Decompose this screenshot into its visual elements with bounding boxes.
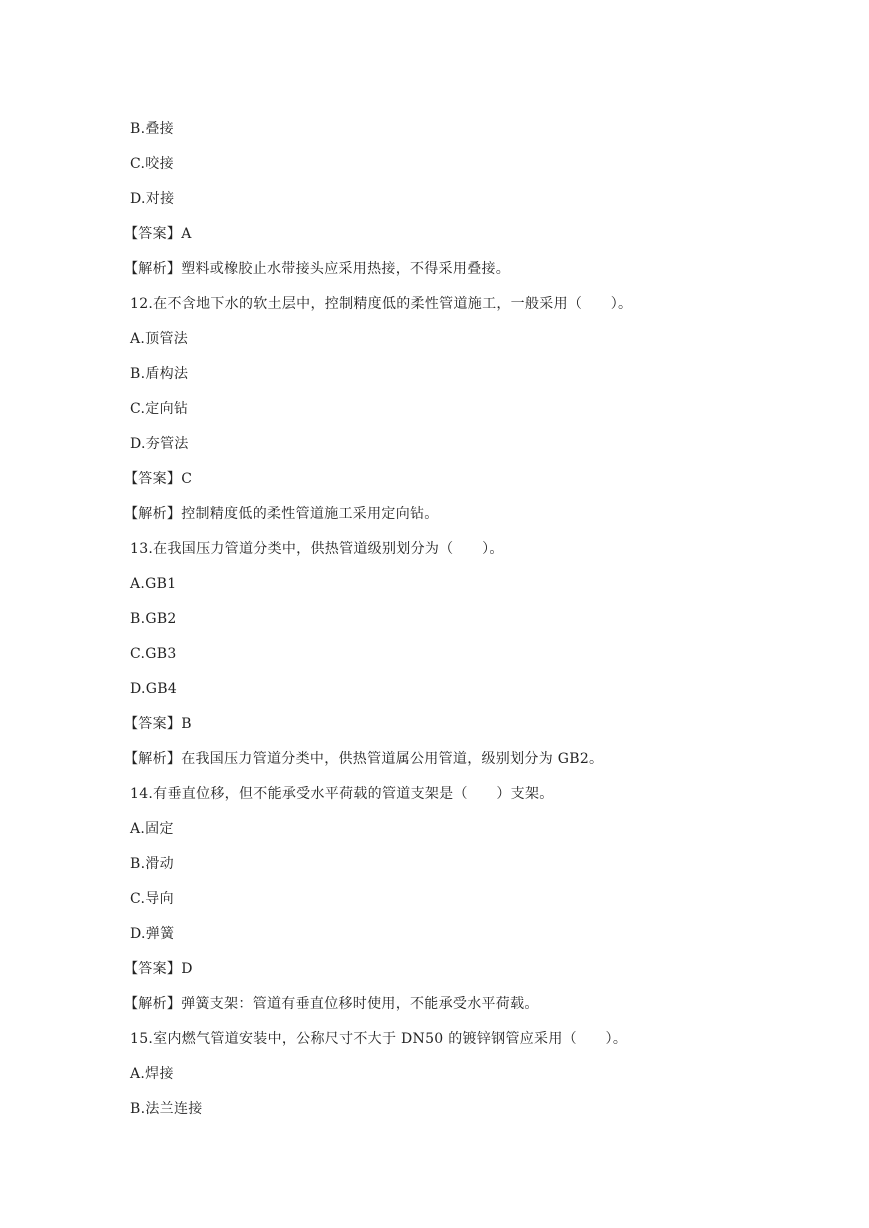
option-a: A.GB1: [130, 576, 177, 592]
answer: 【答案】D: [124, 961, 193, 977]
option-d: D.GB4: [130, 681, 178, 697]
answer: 【答案】C: [124, 471, 193, 487]
explanation: 【解析】塑料或橡胶止水带接头应采用热接，不得采用叠接。: [124, 261, 511, 277]
option-c: C.导向: [130, 891, 174, 907]
option-b: B.盾构法: [130, 366, 189, 382]
question-12: 12.在不含地下水的软土层中，控制精度低的柔性管道施工，一般采用（ ）。: [130, 296, 633, 312]
option-d: D.夯管法: [130, 436, 189, 452]
question-13: 13.在我国压力管道分类中，供热管道级别划分为（ ）。: [130, 541, 504, 557]
option-a: A.固定: [130, 821, 174, 837]
option-a: A.顶管法: [130, 331, 189, 347]
option-b: B.滑动: [130, 856, 174, 872]
answer: 【答案】B: [124, 716, 192, 732]
option-d: D.弹簧: [130, 926, 175, 942]
option-b: B.GB2: [130, 611, 177, 627]
answer: 【答案】A: [124, 226, 192, 242]
option-b: B.叠接: [130, 121, 174, 137]
explanation: 【解析】弹簧支架：管道有垂直位移时使用，不能承受水平荷载。: [124, 996, 539, 1012]
explanation: 【解析】在我国压力管道分类中，供热管道属公用管道，级别划分为 GB2。: [124, 751, 604, 767]
option-d: D.对接: [130, 191, 175, 207]
option-a: A.焊接: [130, 1066, 174, 1082]
option-b: B.法兰连接: [130, 1101, 203, 1117]
question-15: 15.室内燃气管道安装中，公称尺寸不大于 DN50 的镀锌钢管应采用（ ）。: [130, 1031, 628, 1047]
option-c: C.GB3: [130, 646, 177, 662]
option-c: C.咬接: [130, 156, 174, 172]
option-c: C.定向钻: [130, 401, 189, 417]
question-14: 14.有垂直位移，但不能承受水平荷载的管道支架是（ ）支架。: [130, 786, 554, 802]
explanation: 【解析】控制精度低的柔性管道施工采用定向钻。: [124, 506, 439, 522]
